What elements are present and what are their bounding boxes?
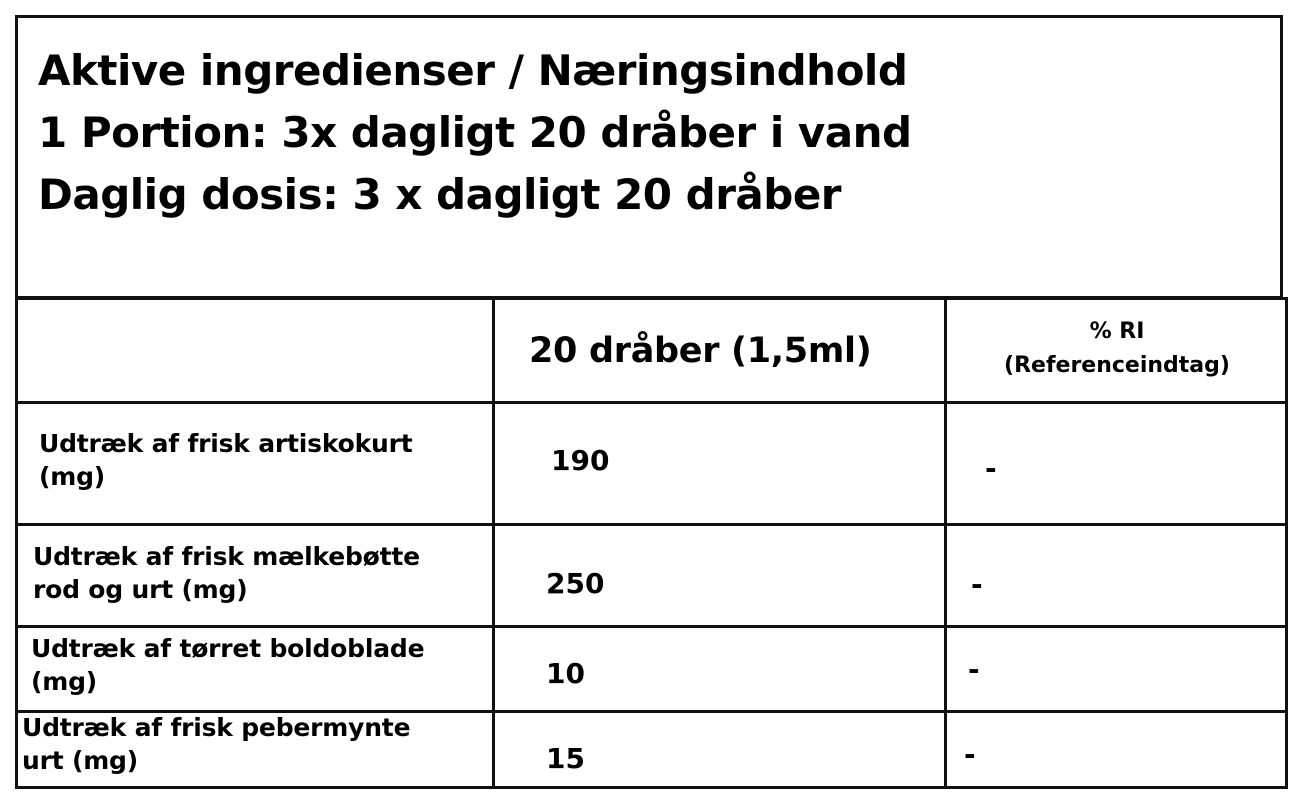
ingredient-label-line: Udtræk af frisk pebermynte (22, 713, 411, 742)
ingredient-amount: 15 (546, 742, 585, 775)
table-border-bottom (15, 786, 1288, 789)
column-header-ri-title: % RI (1089, 319, 1145, 344)
ingredient-ri: - (964, 738, 976, 771)
ingredient-label-line: (mg) (31, 667, 97, 696)
ingredient-label (39, 427, 469, 493)
nutrition-table (15, 297, 1288, 789)
ingredient-ri: - (968, 653, 980, 686)
ingredient-amount: 10 (546, 657, 585, 690)
ingredient-ri: - (971, 568, 983, 601)
ingredient-ri: - (985, 452, 997, 485)
table-border-top (15, 297, 1288, 300)
ingredient-label-line: Udtræk af frisk mælkebøtte (33, 542, 420, 571)
ingredient-label-line: urt (mg) (22, 746, 138, 775)
table-row-divider (15, 625, 1288, 628)
ingredient-label-line: rod og urt (mg) (33, 575, 248, 604)
column-header-amount: 20 dråber (1,5ml) (529, 331, 872, 371)
ingredient-label-line: Udtræk af frisk artiskokurt (39, 429, 413, 458)
header-box (15, 15, 1283, 299)
table-row-divider (15, 523, 1288, 526)
portion-info: 1 Portion: 3x dagligt 20 dråber i vand (38, 108, 912, 157)
column-header-ri-subtitle: (Referenceindtag) (1004, 353, 1230, 379)
ingredient-amount: 190 (551, 444, 610, 477)
table-border-right (1285, 297, 1288, 789)
column-header-ri (949, 315, 1285, 383)
ingredient-label (22, 711, 452, 777)
ingredient-amount: 250 (546, 567, 605, 600)
table-row-divider (15, 401, 1288, 404)
daily-dose-info: Daglig dosis: 3 x dagligt 20 dråber (38, 170, 842, 219)
header-title: Aktive ingredienser / Næringsindhold (38, 46, 908, 95)
ingredient-label-line: Udtræk af tørret boldoblade (31, 634, 425, 663)
table-col-divider (944, 297, 947, 789)
ingredient-label-line: (mg) (39, 462, 105, 491)
table-col-divider (492, 297, 495, 789)
table-border-left (15, 297, 18, 789)
ingredient-label (33, 540, 463, 606)
ingredient-label (31, 632, 461, 698)
